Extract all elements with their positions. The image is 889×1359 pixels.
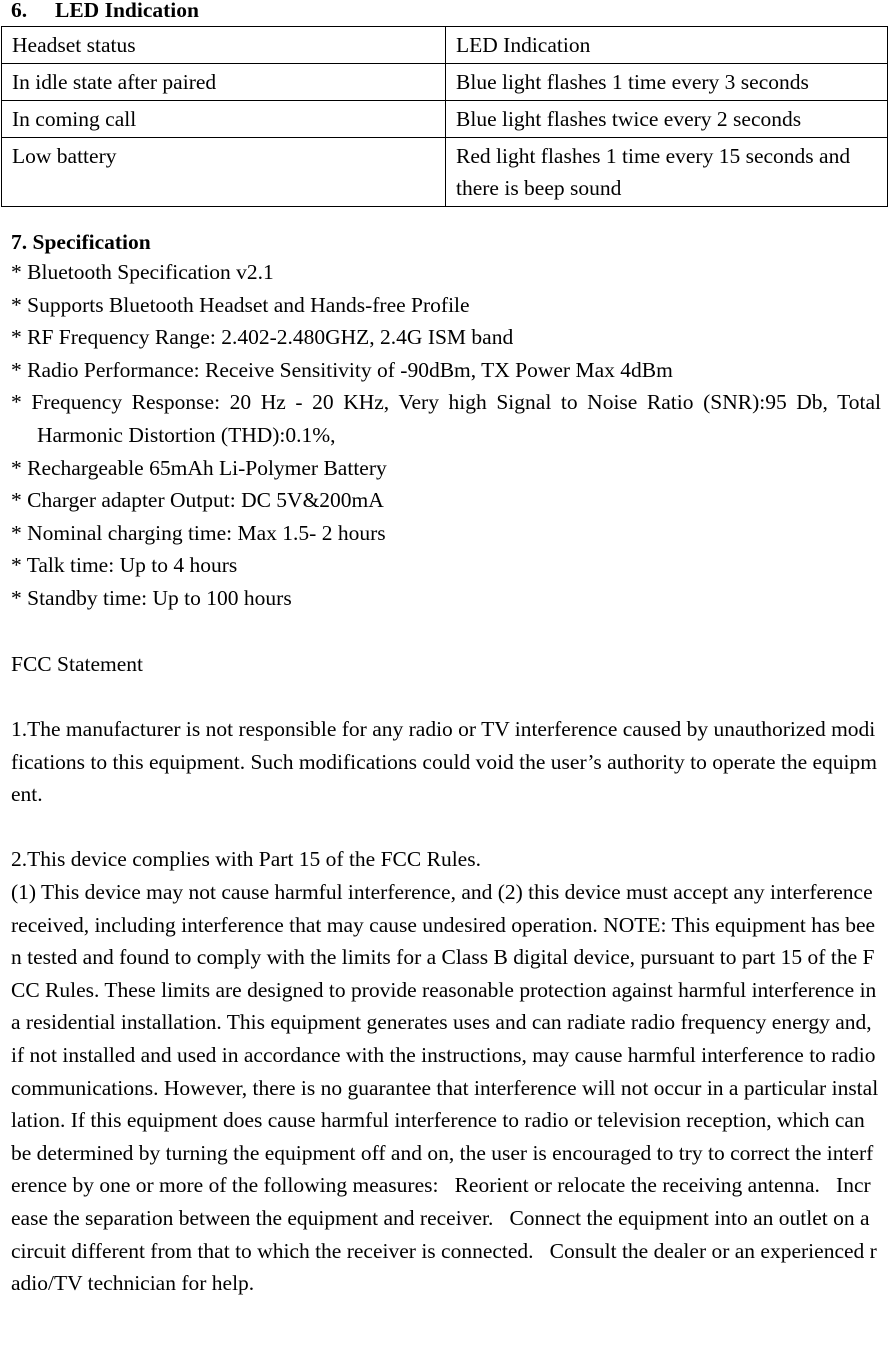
header-headset-status: Headset status [2, 27, 446, 64]
list-item: * Standby time: Up to 100 hours [11, 585, 292, 610]
header-led-indication: LED Indication [446, 27, 888, 64]
led-section-title: LED Indication [55, 0, 199, 22]
spec-section-heading: 7. Specification [11, 230, 151, 254]
led-indication-table [1, 26, 888, 207]
table-row [2, 138, 888, 207]
list-item: * Bluetooth Specification v2.1 [11, 260, 274, 284]
fcc-paragraph-1: 1.The manufacturer is not responsible for any radio or TV interference caused by unauthorized modifications to this equipment. Such modifications could void the user’s authority to operate the equipment. [11, 717, 878, 807]
table-cell-indication: Blue light flashes twice every 2 seconds [446, 101, 888, 138]
list-item: * Nominal charging time: Max 1.5- 2 hours [11, 520, 386, 545]
spec-list [11, 256, 881, 615]
led-section-heading [11, 0, 199, 22]
table-cell-status: In idle state after paired [2, 64, 446, 101]
table-row [2, 101, 888, 138]
table-cell-indication: Red light flashes 1 time every 15 seconds and there is beep sound [446, 138, 888, 207]
fcc-paragraph-2-intro: 2.This device complies with Part 15 of the FCC Rules. [11, 847, 481, 871]
fcc-paragraph-2-body: (1) This device may not cause harmful interference, and (2) this device must accept any interference received, including interference that may cause undesired operation. NOTE: This equipment has been tested and found to comply with the limits for a Class B digital device, pursuant to part 15 of the FCC Rules. These limits are designed to provide reasonable protection against harmful interference in a residential installation. This equipment generates uses and can radiate radio frequency energy and, if not installed and used in accordance with the instructions, may cause harmful interference to radio communications. However, there is no guarantee that interference will not occur in a particular installation. If this equipment does cause harmful interference to radio or television reception, which can be determined by turning the equipment off and on, the user is encouraged to try to correct the interference by one or more of the following measures: Reorient or relocate the receiving antenna. Increase the separation between the equipment and receiver. Connect the equipment into an outlet on a circuit different from that to which the receiver is connected. Consult the dealer or an experienced radio/TV technician for help. [11, 880, 882, 1296]
table-cell-status: Low battery [2, 138, 446, 207]
led-section-number: 6. [11, 0, 28, 22]
list-item: * RF Frequency Range: 2.402-2.480GHZ, 2.4G ISM band [11, 325, 514, 350]
table-row [2, 64, 888, 101]
list-item: * Talk time: Up to 4 hours [11, 553, 238, 578]
list-item: * Supports Bluetooth Headset and Hands-free Profile [11, 292, 470, 317]
list-item: * Charger adapter Output: DC 5V&200mA [11, 488, 384, 513]
table-cell-indication: Blue light flashes 1 time every 3 seconds [446, 64, 888, 101]
list-item: * Frequency Response: 20 Hz - 20 KHz, Very high Signal to Noise Ratio (SNR):95 Db, Total Harmonic Distortion (THD):0.1%, [11, 390, 881, 447]
list-item: * Rechargeable 65mAh Li-Polymer Battery [11, 455, 387, 480]
table-cell-status: In coming call [2, 101, 446, 138]
fcc-statement-title: FCC Statement [11, 652, 143, 676]
table-header-row [2, 27, 888, 64]
list-item: * Radio Performance: Receive Sensitivity of -90dBm, TX Power Max 4dBm [11, 357, 673, 382]
